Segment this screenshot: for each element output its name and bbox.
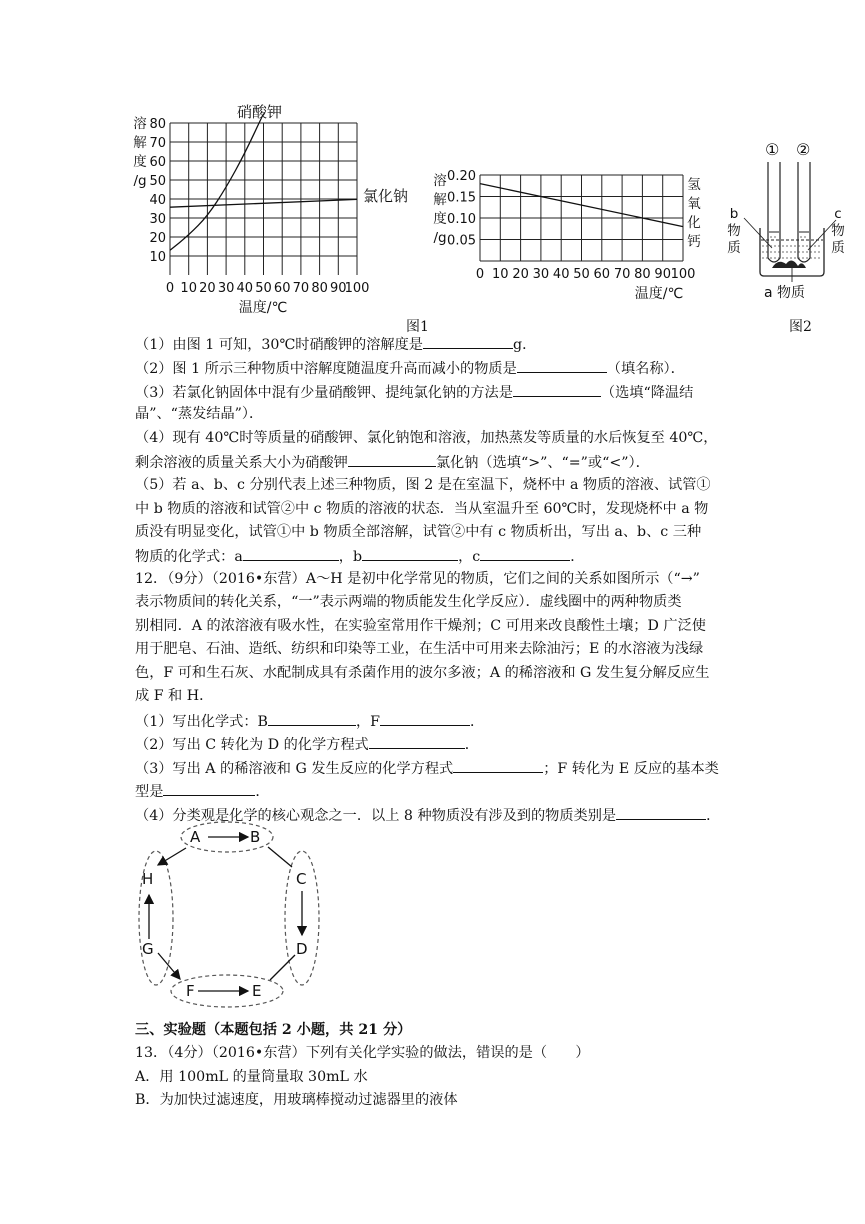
x-tick-label: 90 bbox=[654, 267, 671, 282]
series-char: 化 bbox=[687, 215, 701, 231]
x-tick-label: 30 bbox=[532, 267, 550, 282]
line-d-e bbox=[270, 955, 295, 980]
series-label-nacl: 氯化钠 bbox=[363, 187, 409, 205]
c-substance-label bbox=[828, 206, 848, 257]
answer-blank[interactable] bbox=[517, 358, 607, 373]
text: 晶”、“蒸发结晶”）． bbox=[135, 406, 264, 422]
ylabel-char: 度 bbox=[433, 211, 447, 227]
text: ，c bbox=[458, 549, 481, 565]
label-char: b bbox=[729, 206, 739, 222]
answer-blank[interactable] bbox=[362, 546, 458, 561]
text: （2）图 1 所示三种物质中溶解度随温度升高而减小的物质是 bbox=[135, 361, 517, 377]
text: ． bbox=[255, 784, 270, 800]
ylabel-char: 解 bbox=[133, 135, 147, 151]
y-tick-label: 10 bbox=[149, 250, 166, 265]
x-tick-label: 60 bbox=[593, 267, 611, 282]
q11-line-9 bbox=[135, 523, 701, 541]
x-tick-label: 50 bbox=[255, 281, 272, 296]
chart-2-series-label bbox=[683, 176, 705, 252]
answer-blank[interactable] bbox=[423, 334, 513, 349]
label-char: c bbox=[834, 206, 842, 222]
text: （4）分类观是化学的核心观念之一．以上 8 种物质没有涉及到的物质类别是 bbox=[135, 808, 617, 824]
label-char: 物 bbox=[831, 223, 845, 239]
x-tick-label: 10 bbox=[492, 267, 509, 282]
text: 氯化钠（选填“>”、“=”或“<”）． bbox=[435, 455, 650, 471]
y-tick-label: 0.20 bbox=[447, 169, 476, 184]
line-b-c bbox=[268, 847, 292, 867]
x-tick-label: 80 bbox=[634, 267, 651, 282]
text: 型是 bbox=[135, 784, 164, 800]
answer-blank[interactable] bbox=[453, 758, 543, 773]
answer-blank[interactable] bbox=[480, 546, 570, 561]
figure-2 bbox=[722, 140, 852, 305]
q11-line-7 bbox=[135, 476, 711, 494]
x-tick-label: 60 bbox=[273, 281, 291, 296]
q12-line-9 bbox=[135, 758, 719, 778]
relation-diagram-svg bbox=[130, 815, 330, 1015]
x-tick-label: 70 bbox=[613, 267, 631, 282]
node-c: C bbox=[296, 870, 307, 888]
x-axis-label: 温度/℃ bbox=[238, 300, 288, 315]
answer-blank[interactable] bbox=[243, 546, 339, 561]
ylabel-char: 度 bbox=[133, 154, 147, 170]
text: 12．（9分）（2016•东营）A～H 是初中化学常见的物质，它们之间的关系如图所示（“→” bbox=[135, 571, 700, 587]
ylabel-char: /g bbox=[133, 173, 147, 189]
text: 色，F 可和生石灰、水配制成具有杀菌作用的波尔多液；A 的稀溶液和 G 发生复分解反应生 bbox=[135, 665, 710, 681]
q11-line-10 bbox=[135, 546, 584, 566]
y-tick-label: 60 bbox=[149, 155, 166, 170]
y-tick-label: 0.10 bbox=[447, 212, 476, 227]
answer-blank[interactable] bbox=[348, 452, 436, 467]
y-tick-label: 20 bbox=[149, 231, 166, 246]
q12-line-6 bbox=[135, 687, 213, 705]
node-b: B bbox=[250, 828, 261, 846]
q13-option-a[interactable]: A．用 100mL 的量筒量取 30mL 水 bbox=[135, 1069, 368, 1085]
q11-line-1 bbox=[135, 334, 536, 354]
q11-line-3 bbox=[135, 382, 693, 402]
answer-blank[interactable] bbox=[163, 781, 255, 796]
text: （1）由图 1 可知，30℃时硝酸钾的溶解度是 bbox=[135, 337, 423, 353]
tube-2-label: ② bbox=[796, 140, 811, 159]
section-3-title: 三、实验题（本题包括 2 小题，共 21 分） bbox=[135, 1022, 412, 1038]
q11-line-6 bbox=[135, 452, 650, 472]
x-tick-label: 90 bbox=[330, 281, 347, 296]
q11-line-2 bbox=[135, 358, 685, 378]
node-f: F bbox=[186, 982, 195, 1000]
text: （3）写出 A 的稀溶液和 G 发生反应的化学方程式 bbox=[135, 761, 454, 777]
x-tick-label: 10 bbox=[180, 281, 197, 296]
x-tick-label: 100 bbox=[670, 267, 696, 282]
x-tick-label: 0 bbox=[165, 281, 175, 296]
answer-blank[interactable] bbox=[380, 711, 470, 726]
text: ． bbox=[470, 714, 485, 730]
figure-2-caption: 图2 bbox=[789, 319, 812, 335]
q13-option-b[interactable]: B．为加快过滤速度，用玻璃棒搅动过滤器里的液体 bbox=[135, 1092, 458, 1108]
ylabel-char: 溶 bbox=[433, 173, 447, 189]
q11-line-4 bbox=[135, 405, 263, 423]
answer-blank[interactable] bbox=[268, 711, 356, 726]
text: 中 b 物质的溶液和试管②中 c 物质的溶液的状态．当从室温升至 60℃时，发现烧杯中 a 物 bbox=[135, 501, 709, 517]
q12-line-8 bbox=[135, 734, 479, 754]
x-tick-label: 40 bbox=[236, 281, 254, 296]
text: ． bbox=[570, 549, 585, 565]
text: 物质的化学式：a bbox=[135, 549, 243, 565]
q13-stem: 13．（4分）（2016•东营）下列有关化学实验的做法，错误的是（ ） bbox=[135, 1045, 590, 1061]
q12-line-5 bbox=[135, 664, 709, 682]
y-tick-label: 80 bbox=[149, 117, 166, 132]
label-char: 质 bbox=[727, 240, 741, 256]
x-tick-label: 50 bbox=[573, 267, 590, 282]
chart-2-ylabel bbox=[427, 172, 453, 248]
text: ． bbox=[464, 737, 479, 753]
answer-blank[interactable] bbox=[369, 734, 465, 749]
q12-line-3 bbox=[135, 617, 706, 635]
tube-1-label: ① bbox=[765, 140, 780, 159]
text: 表示物质间的转化关系，“一”表示两端的物质能发生化学反应）．虚线圈中的两种物质类 bbox=[135, 594, 682, 610]
text: 用于肥皂、石油、造纸、纺织和印染等工业，在生活中可用来去除油污；E 的水溶液为浅绿 bbox=[135, 641, 704, 657]
figure-1-caption: 图1 bbox=[406, 319, 429, 335]
relation-diagram bbox=[130, 815, 330, 1015]
q11-line-5 bbox=[135, 429, 717, 447]
q12-line-2 bbox=[135, 593, 682, 611]
chart-2 bbox=[425, 162, 715, 312]
q12-line-4 bbox=[135, 640, 703, 658]
text: 成 F 和 H． bbox=[135, 688, 214, 704]
text: 质没有明显变化，试管①中 b 物质全部溶解，试管②中有 c 物质析出，写出 a、b、c 三种 bbox=[135, 524, 702, 540]
q12-line-10 bbox=[135, 781, 270, 801]
node-e: E bbox=[252, 982, 262, 1000]
answer-blank[interactable] bbox=[616, 805, 706, 820]
x-tick-label: 80 bbox=[311, 281, 328, 296]
text: 剩余溶液的质量关系大小为硝酸钾 bbox=[135, 455, 348, 471]
text: （5）若 a、b、c 分别代表上述三种物质，图 2 是在室温下，烧杯中 a 物质的溶液、试管① bbox=[135, 477, 711, 493]
text: ，F bbox=[355, 714, 380, 730]
q12-line-1 bbox=[135, 570, 700, 588]
text: （选填“降温结 bbox=[600, 385, 694, 401]
x-tick-label: 20 bbox=[199, 281, 216, 296]
chart-1-svg bbox=[125, 100, 415, 315]
y-tick-label: 70 bbox=[149, 136, 166, 151]
text: ；F 转化为 E 反应的基本类 bbox=[543, 761, 719, 777]
b-substance-label bbox=[724, 206, 744, 257]
series-char: 钙 bbox=[687, 234, 701, 250]
text: ． bbox=[706, 808, 721, 824]
series-char: 氢 bbox=[687, 177, 701, 193]
label-char: 物 bbox=[727, 223, 741, 239]
chart-1 bbox=[125, 100, 415, 315]
x-tick-label: 100 bbox=[344, 281, 370, 296]
series-line-0 bbox=[170, 114, 264, 251]
text: g． bbox=[513, 337, 537, 353]
label-char: 质 bbox=[831, 240, 845, 256]
text: （3）若氯化钠固体中混有少量硝酸钾、提纯氯化钠的方法是 bbox=[135, 385, 513, 401]
a-substance-label: a 物质 bbox=[764, 285, 806, 301]
y-tick-label: 30 bbox=[149, 212, 166, 227]
series-label-kno3: 硝酸钾 bbox=[237, 103, 283, 121]
chart-2-svg bbox=[425, 162, 715, 312]
text: （填名称）． bbox=[606, 361, 685, 377]
text: （2）写出 C 转化为 D 的化学方程式 bbox=[135, 737, 369, 753]
arrow-g-f bbox=[158, 953, 180, 979]
x-tick-label: 20 bbox=[512, 267, 529, 282]
text: （1）写出化学式：B bbox=[135, 714, 268, 730]
node-d: D bbox=[296, 940, 308, 958]
ylabel-char: /g bbox=[433, 230, 447, 246]
series-char: 氧 bbox=[687, 196, 701, 212]
x-axis-label: 温度/℃ bbox=[634, 286, 684, 302]
text: （4）现有 40℃时等质量的硝酸钾、氯化钠饱和溶液，加热蒸发等质量的水后恢复至 40℃， bbox=[135, 430, 718, 446]
x-tick-label: 40 bbox=[552, 267, 570, 282]
x-tick-label: 0 bbox=[475, 267, 485, 282]
ylabel-char: 解 bbox=[433, 192, 447, 208]
q11-line-8 bbox=[135, 500, 708, 518]
answer-blank[interactable] bbox=[513, 382, 601, 397]
node-h: H bbox=[142, 870, 154, 888]
text: ，b bbox=[338, 549, 363, 565]
y-tick-label: 40 bbox=[149, 193, 166, 208]
q12-line-7 bbox=[135, 711, 484, 731]
node-g: G bbox=[142, 940, 154, 958]
y-tick-label: 50 bbox=[149, 174, 166, 189]
x-tick-label: 70 bbox=[292, 281, 310, 296]
chart-1-ylabel bbox=[127, 115, 153, 191]
x-tick-label: 30 bbox=[217, 281, 235, 296]
node-a: A bbox=[190, 828, 201, 846]
text: 别相同．A 的浓溶液有吸水性，在实验室常用作干燥剂；C 可用来改良酸性土壤；D 广泛使 bbox=[135, 618, 706, 634]
y-tick-label: 0.15 bbox=[447, 190, 476, 206]
y-tick-label: 0.05 bbox=[447, 233, 476, 249]
ylabel-char: 溶 bbox=[133, 116, 147, 132]
